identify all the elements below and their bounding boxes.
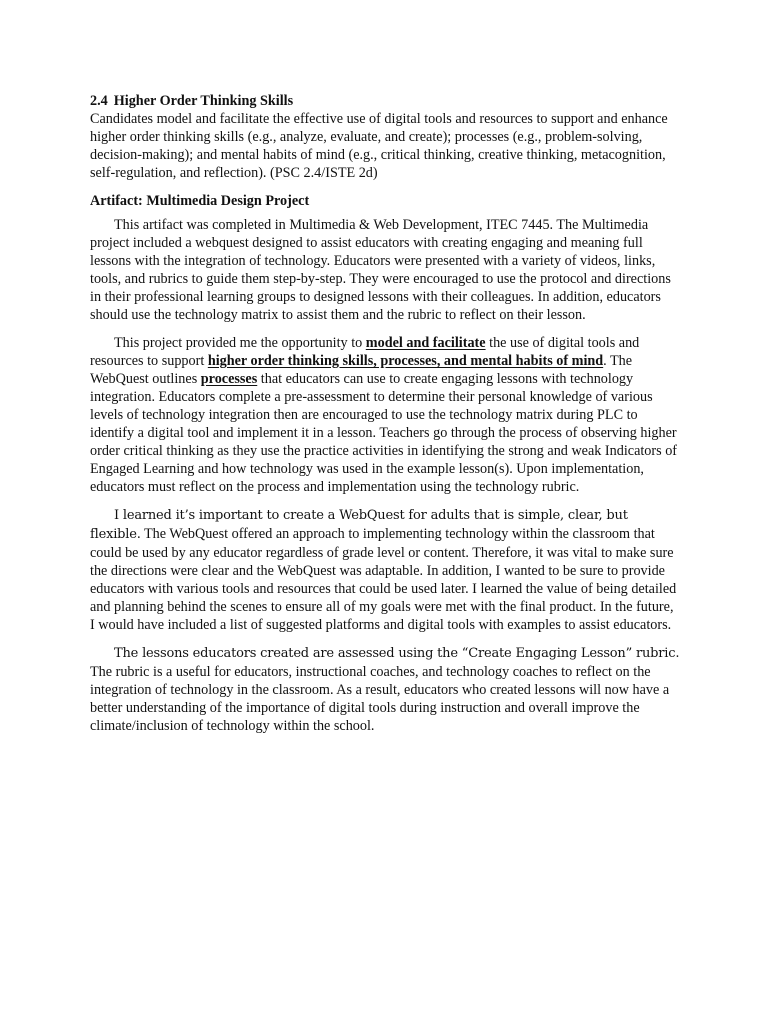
paragraph-text: that educators can use to create engaging lessons with technology integration. Educators complete a pre-assessment to determine their personal knowledge of various levels of technology integration then are encouraged to use the technology matrix during PLC to identify a digital tool and implement it in a lesson. Teachers go through the process of observing higher order critical thinking as they use the practice activities in identifying the strong and weak Indicators of Engaged Learning and how technology was used in the example lesson(s). Upon implementation, educators must reflect on the process and implementation using the technology rubric. [90,371,678,495]
section-heading [90,92,680,110]
highlight-model-facilitate: model and facilitate [365,335,486,351]
section-number: 2.4 [90,93,108,109]
paragraph-reflection [90,506,680,634]
paragraph-lead-text: I learned it’s important to create a WebQuest for adults that is simple, clear, but flexible. [90,508,628,542]
highlight-processes: processes [200,371,258,387]
paragraph-standards-alignment [90,334,680,496]
section-title: Higher Order Thinking Skills [113,93,294,109]
paragraph-text: . The WebQuest outlines [90,353,633,387]
paragraph-text: The WebQuest offered an approach to implementing technology within the classroom that could be used by any educator regardless of grade level or content. Therefore, it was vital to make sure the directions were clear and the WebQuest was adaptable. In addition, I wanted to be sure to provide educators with various tools and resources that could be used later. I learned the value of being detailed and planning behind the scenes to ensure all of my goals were met with the final product. In the future, I would have included a list of suggested platforms and digital tools with examples to assist educators. [90,526,677,633]
paragraph-text: The rubric is a useful for educators, instructional coaches, and technology coaches to reflect on the integration of technology in the classroom. As a result, educators who created lessons will now have a better understanding of the importance of digital tools during instruction and overall improve the climate/inclusion of technology within the school. [90,664,670,734]
paragraph-text: This project provided me the opportunity to [114,335,366,351]
paragraph-lead-text: The lessons educators created are assessed using the “Create Engaging Lesson” rubric. [114,646,680,661]
paragraph-assessment [90,644,680,735]
document-body [90,92,680,745]
artifact-heading: Artifact: Multimedia Design Project [90,193,310,209]
section-description: Candidates model and facilitate the effective use of digital tools and resources to support and enhance higher order thinking skills (e.g., analyze, evaluate, and create); processes (e.g., problem-solving, decision-making); and mental habits of mind (e.g., critical thinking, creative thinking, metacognition, self-regulation, and reflection). (PSC 2.4/ISTE 2d) [90,111,668,181]
paragraph-text: the use of digital tools and resources to support [90,335,640,369]
paragraph-artifact-summary: This artifact was completed in Multimedia & Web Development, ITEC 7445. The Multimedia project included a webquest designed to assist educators with creating engaging and meaning full lessons with the integration of technology. Educators were presented with a variety of videos, links, tools, and rubrics to guide them step-by-step. They were encouraged to use the protocol and directions in their professional learning groups to designed lessons with their colleagues. In addition, educators should use the technology matrix to assist them and the rubric to reflect on their lesson. [90,217,671,323]
highlight-higher-order-skills: higher order thinking skills, processes, and mental habits of mind [207,353,604,369]
